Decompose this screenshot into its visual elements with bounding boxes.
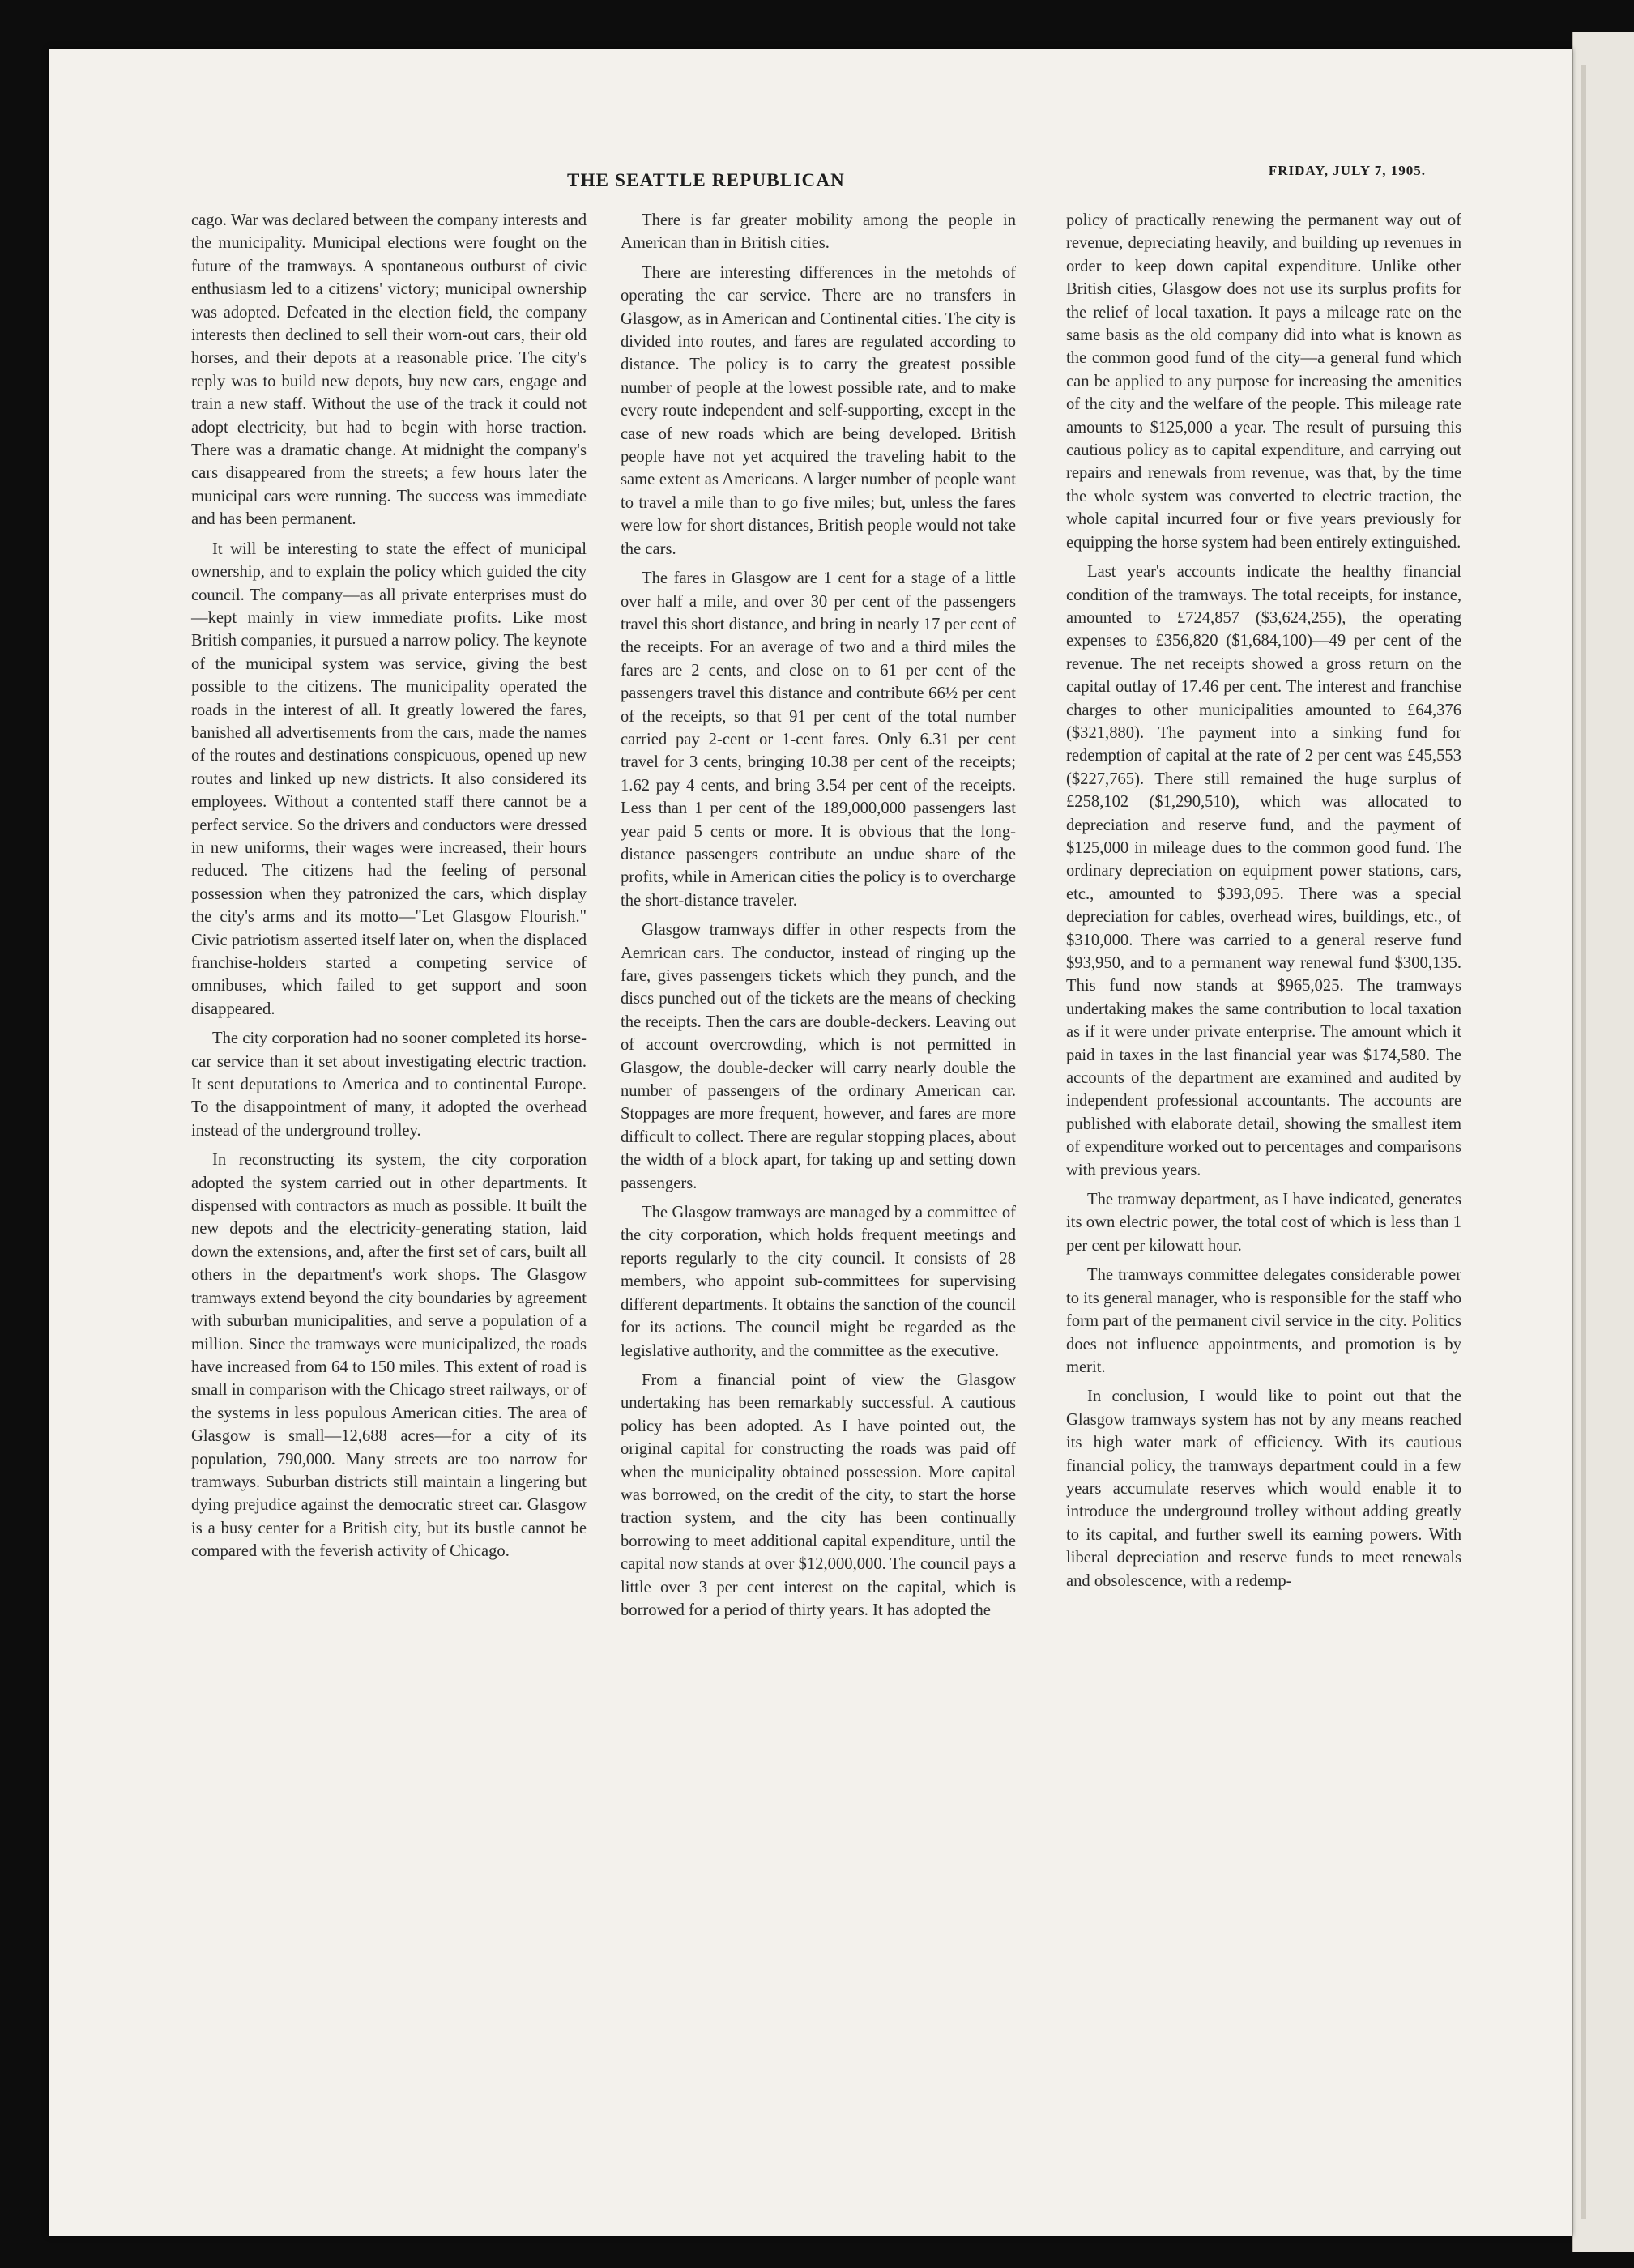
paragraph: Glasgow tramways differ in other respects from the Aemrican cars. The conductor, instead of ringing up the fare, gives passengers tickets which they punch, and the discs punched out of the tickets are the means of checking the receipts. Then the cars are double-deckers. Leaving out of account overcrowding, which is not permitted in Glasgow, the double-decker will carry nearly double the number of passengers of the ordinary American car. Stoppages are more frequent, however, and fares are more difficult to collect. There are regular stopping places, about the width of a block apart, for taking up and setting down passengers. xyxy=(621,921,1016,1192)
column-2 xyxy=(621,209,1016,1622)
paragraph: There are interesting differences in the metohds of operating the car service. There are no transfers in Glasgow, as in American and Continental cities. The city is divided into routes, and fares are regulated according to distance. The policy is to carry the greatest possible number of people at the lowest possible rate, and to make every route independent and self-supporting, except in the case of new roads which are being developed. British people have not yet acquired the traveling habit to the same extent as Americans. A larger number of people want to travel a mile than to go five miles; but, unless the fares were low for short distances, British people would not take the cars. xyxy=(621,263,1016,558)
paragraph: From a financial point of view the Glasgow undertaking has been remarkably successful. A cautious policy has been adopted. As I have pointed out, the original capital for constructing the roads was paid off when the municipality obtained possession. More capital was borrowed, on the credit of the city, to start the horse traction system, and the city has been continually borrowing to meet additional capital expenditure, until the capital now stands at over $12,000,000. The council pays a little over 3 per cent interest on the capital, which is borrowed for a period of thirty years. It has adopted the xyxy=(621,1371,1016,1619)
paragraph: The tramways committee delegates considerable power to its general manager, who is responsible for the staff who form part of the permanent civil service in the city. Politics does not influence appointments, and promotion is by merit. xyxy=(1066,1266,1461,1376)
article-body xyxy=(191,209,1461,2169)
paragraph: The city corporation had no sooner completed its horse-car service than it set about investigating electric traction. It sent deputations to America and to continental Europe. To the disappointment of many, it adopted the overhead instead of the underground trolley. xyxy=(191,1030,587,1140)
paragraph: In reconstructing its system, the city corporation adopted the system carried out in other departments. It dispensed with contractors as much as possible. It built the new depots and the electricity-generating station, laid down the extensions, and, after the first set of cars, built all others in the department's work shops. The Glasgow tramways extend beyond the city boundaries by agreement with suburban municipalities, and serve a population of a million. Since the tramways were municipalized, the roads have increased from 64 to 150 miles. This extent of road is small in comparison with the Chicago street railways, or of the systems in less populous American cities. The area of Glasgow is small—12,688 acres—for a city of its population, 790,000. Many streets are too narrow for tramways. Suburban districts still maintain a lingering but dying prejudice against the democratic street car. Glasgow is a busy center for a British city, but its bustle cannot be compared with the feverish activity of Chicago. xyxy=(191,1151,587,1561)
paragraph: Last year's accounts indicate the healthy financial condition of the tramways. The total receipts, for instance, amounted to £724,857 ($3,624,255), the operating expenses to £356,820 ($1,684,100)—49 per cent of the revenue. The net receipts showed a gross return on the capital outlay of 17.46 per cent. The interest and franchise charges to other municipalities amounted to £64,376 ($321,880). The payment into a sinking fund for redemption of capital at the rate of 2 per cent was £45,553 ($227,765). There still remained the huge surplus of £258,102 ($1,290,510), which was allocated to depreciation and reserve fund, and the payment of $125,000 in mileage dues to the common good fund. The ordinary depreciation on equipment power stations, cars, etc., amounted to $393,095. There was a special depreciation for cables, overhead wires, buildings, etc., of $310,000. There was carried to a general reserve fund $93,950, and to a permanent way renewal fund $300,135. This fund now stands at $965,025. The tramways undertaking makes the same contribution to local taxation as if it were under private enterprise. The amount which it paid in taxes in the last financial year was $174,580. The accounts of the department are examined and audited by independent professional accountants. The accounts are published with elaborate detail, showing the smallest item of expenditure worked out to percentages and comparisons with previous years. xyxy=(1066,563,1461,1179)
issue-date: FRIDAY, JULY 7, 1905. xyxy=(1268,163,1426,178)
paragraph: The fares in Glasgow are 1 cent for a stage of a little over half a mile, and over 30 per cent of the passengers travel this short distance, and bring in nearly 17 per cent of the receipts. For an average of two and a third miles the fares are 2 cents, and close on to 61 per cent of the passengers travel this distance and contribute 66½ per cent of the receipts, so that 91 per cent of the total number carried pay 2-cent or 1-cent fares. Only 6.31 per cent travel for 3 cents, bringing 10.38 per cent of the receipts; 1.62 pay 4 cents, and bring 3.54 per cent of the receipts. Less than 1 per cent of the 189,000,000 passengers last year paid 5 cents or more. It is obvious that the long-distance passengers contribute an undue share of the profits, while in American cities the policy is to overcharge the short-distance traveler. xyxy=(621,569,1017,910)
page-edge-shadow xyxy=(1581,65,1586,2219)
paragraph: In conclusion, I would like to point out that the Glasgow tramways system has not by any means reached its high water mark of efficiency. With its cautious financial policy, the tramways department could in a few years accumulate reserves which would enable it to introduce the underground trolley without adding greatly to its capital, and further swell its earning powers. With liberal depreciation and reserve funds to meet renewals and obsolescence, with a redemp- xyxy=(1066,1388,1461,1590)
column-1 xyxy=(191,209,587,1563)
paragraph: The tramway department, as I have indicated, generates its own electric power, the total cost of which is less than 1 per cent per kilowatt hour. xyxy=(1066,1191,1461,1255)
paragraph: There is far greater mobility among the people in American than in British cities. xyxy=(621,211,1016,253)
paragraph: It will be interesting to state the effect of municipal ownership, and to explain the policy which guided the city council. The company—as all private enterprises must do—kept mainly in view immediate profits. Like most British companies, it pursued a narrow policy. The keynote of the municipal system was service, giving the best possible to the citizens. The municipality operated the roads in the interest of all. It greatly lowered the fares, banished all advertisements from the cars, made the names of the routes and destinations conspicuous, opened up new routes and linked up new districts. It also considered its employees. Without a contented staff there cannot be a perfect service. So the drivers and conductors were dressed in new uniforms, their wages were increased, their hours reduced. The citizens had the feeling of personal possession when they patronized the cars, which display the city's arms and its motto—"Let Glasgow Flourish." Civic patriotism asserted itself later on, when the displaced franchise-holders started a competing service of omnibuses, which failed to get support and soon disappeared. xyxy=(191,539,587,1018)
adjacent-page-edge xyxy=(1572,32,1634,2252)
publication-title: THE SEATTLE REPUBLICAN xyxy=(567,170,845,190)
paragraph: The Glasgow tramways are managed by a committee of the city corporation, which holds frequent meetings and reports regularly to the city council. It consists of 28 members, who appoint sub-committees for supervising different departments. It obtains the sanction of the council for its actions. The council might be regarded as the legislative authority, and the committee as the executive. xyxy=(621,1204,1016,1360)
paragraph: cago. War was declared between the company interests and the municipality. Municipal elections were fought on the future of the tramways. A spontaneous outburst of civic enthusiasm led to a citizens' victory; municipal ownership was adopted. Defeated in the election field, the company interests then declined to sell their worn-out cars, their old horses, and their depots at a reasonable price. The city's reply was to build new depots, buy new cars, engage and train a new staff. Without the use of the track it could not adopt electricity, but had to begin with horse traction. There was a dramatic change. At midnight the company's cars disappeared from the streets; a few hours later the municipal cars were running. The success was immediate and has been permanent. xyxy=(191,211,587,529)
paragraph: policy of practically renewing the permanent way out of revenue, depreciating heavily, and building up revenues in order to keep down capital expenditure. Unlike other British cities, Glasgow does not use its surplus profits for the relief of local taxation. It pays a mileage rate on the same basis as the old company did into what is known as the common good fund of the city—a general fund which can be applied to any purpose for increasing the amenities of the city and the welfare of the people. This mileage rate amounts to $125,000 a year. The result of pursuing this cautious policy as to capital expenditure, and carrying out repairs and renewals from revenue, was that, by the time the whole system was converted to electric traction, the whole capital incurred four or five years previously for equipping the horse system had been entirely extinguished. xyxy=(1066,211,1461,552)
column-3 xyxy=(1066,209,1461,1592)
